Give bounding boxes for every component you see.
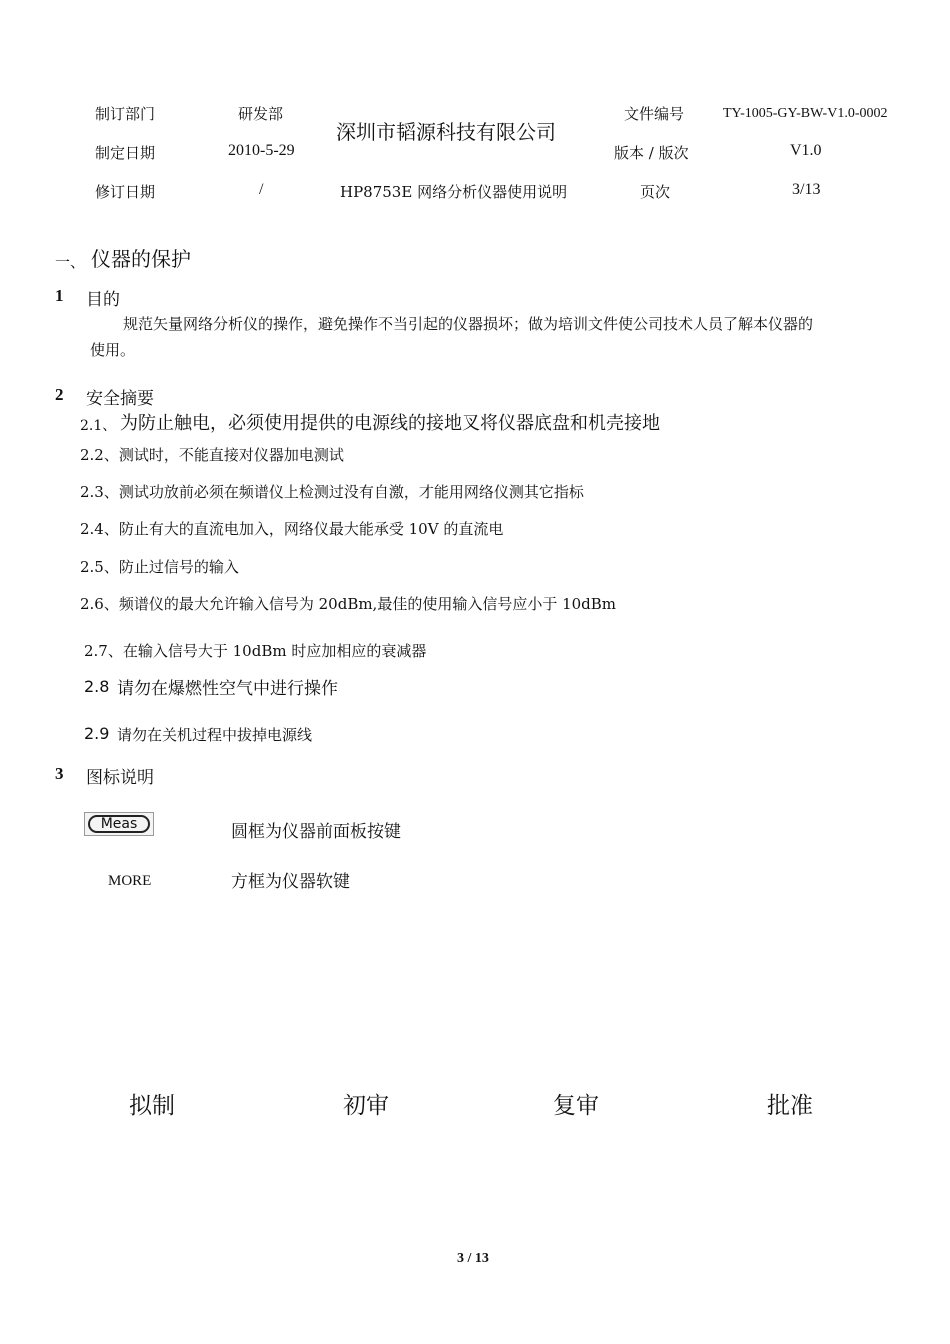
section-title: 目的 [86, 290, 120, 310]
safety-item: 2.7、在输入信号大于 10dBm 时应加相应的衰减器 [84, 642, 427, 660]
softkey-example-label: MORE [108, 873, 152, 889]
header-value-doc-number: TY-1005-GY-BW-V1.0-0002 [723, 106, 888, 121]
header-label-page: 页次 [640, 183, 671, 201]
hardkey-description: 圆框为仪器前面板按键 [231, 822, 401, 842]
safety-item: 2.3、测试功放前必须在频谱仪上检测过没有自激，才能用网络仪测其它指标 [80, 483, 584, 501]
purpose-paragraph-line2: 使用。 [90, 341, 136, 359]
purpose-paragraph-line1: 规范矢量网络分析仪的操作，避免操作不当引起的仪器损坏；做为培训文件使公司技术人员了解本仪器的 [123, 315, 814, 333]
chapter-title: 仪器的保护 [91, 247, 191, 271]
section-title: 图标说明 [86, 768, 154, 788]
section-number: 3 [55, 764, 64, 783]
section-title: 安全摘要 [86, 389, 154, 409]
chapter-number: 一、 [55, 253, 86, 271]
softkey-description: 方框为仪器软键 [231, 872, 350, 892]
meas-key-label: Meas [88, 815, 150, 833]
signoff-first-review: 初审 [343, 1093, 389, 1119]
section-number: 1 [55, 286, 64, 305]
safety-item-number: 2.9 [84, 724, 110, 743]
document-title: HP8753E 网络分析仪器使用说明 [340, 183, 568, 201]
safety-item-text: 请勿在爆燃性空气中进行操作 [117, 679, 338, 699]
safety-item: 2.4、防止有大的直流电加入，网络仪最大能承受 10V 的直流电 [80, 520, 504, 538]
safety-item: 2.5、防止过信号的输入 [80, 558, 239, 576]
company-name: 深圳市韬源科技有限公司 [336, 120, 556, 144]
signoff-second-review: 复审 [553, 1093, 599, 1119]
header-value-issue-date: 2010-5-29 [228, 142, 295, 159]
safety-item: 2.2、测试时，不能直接对仪器加电测试 [80, 446, 344, 464]
signoff-approve: 批准 [767, 1093, 813, 1119]
header-value-page: 3/13 [792, 181, 821, 198]
header-label-version: 版本 / 版次 [614, 144, 689, 162]
signoff-draft: 拟制 [129, 1093, 175, 1119]
header-label-issue-date: 制定日期 [95, 144, 156, 162]
section-number: 2 [55, 385, 64, 404]
safety-item-text: 请勿在关机过程中拔掉电源线 [117, 726, 313, 744]
hardkey-example-icon [84, 812, 154, 836]
page-number-footer: 3 / 13 [457, 1251, 489, 1266]
header-label-doc-number: 文件编号 [624, 105, 685, 123]
header-label-revision-date: 修订日期 [95, 183, 156, 201]
header-value-revision-date: / [259, 181, 264, 198]
safety-item-number: 2.1、 [80, 418, 117, 434]
safety-item: 2.6、频谱仪的最大允许输入信号为 20dBm,最佳的使用输入信号应小于 10dBm [80, 595, 617, 613]
header-label-department: 制订部门 [95, 105, 156, 123]
safety-item-number: 2.8 [84, 677, 110, 696]
header-value-version: V1.0 [790, 142, 822, 159]
header-value-department: 研发部 [238, 105, 284, 123]
safety-item-text: 为防止触电，必须使用提供的电源线的接地叉将仪器底盘和机壳接地 [120, 413, 660, 434]
